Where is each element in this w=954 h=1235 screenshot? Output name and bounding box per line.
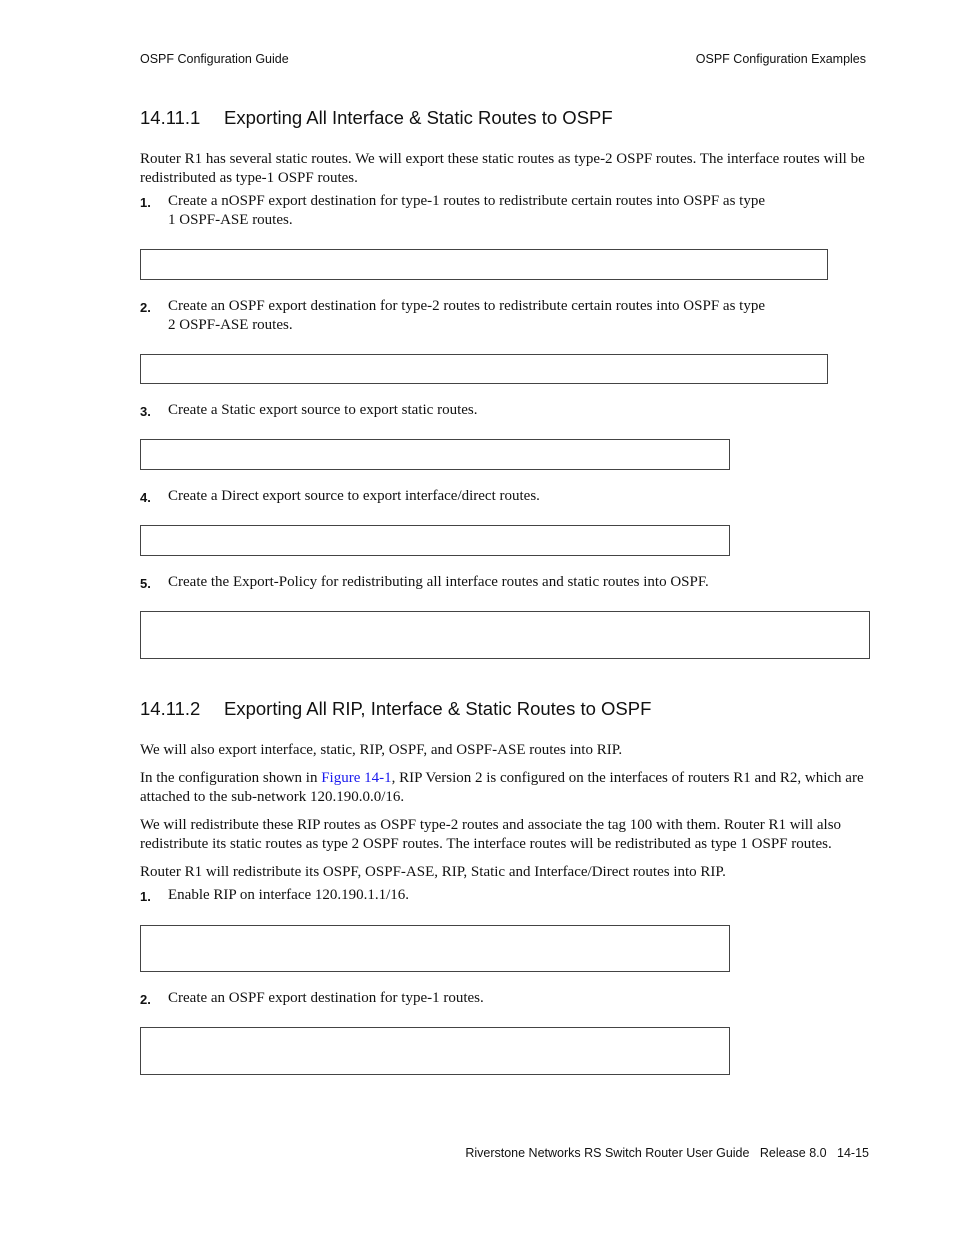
section-title: Exporting All RIP, Interface & Static Routes to OSPF bbox=[224, 698, 652, 719]
step-text-line1: Create a Direct export source to export interface/direct routes. bbox=[168, 488, 540, 504]
footer-page-number: 14-15 bbox=[837, 1146, 869, 1160]
step-text-line2: 2 OSPF-ASE routes. bbox=[168, 317, 293, 333]
step-item bbox=[140, 886, 820, 905]
running-footer bbox=[465, 1146, 869, 1160]
step-text-line2: 1 OSPF-ASE routes. bbox=[168, 212, 293, 228]
section2-para2 bbox=[140, 769, 870, 807]
step-text-line1: Create a nOSPF export destination for type-1 routes to redistribute certain routes into OSPF as type bbox=[168, 193, 765, 209]
code-box bbox=[140, 439, 730, 470]
code-box bbox=[140, 1027, 730, 1075]
step-item bbox=[140, 989, 820, 1008]
step-number: 3. bbox=[140, 404, 151, 419]
step-item bbox=[140, 401, 820, 420]
section-title: Exporting All Interface & Static Routes to OSPF bbox=[224, 107, 613, 128]
code-box bbox=[140, 925, 730, 972]
step-text-line1: Create a Static export source to export static routes. bbox=[168, 402, 478, 418]
running-header-right: OSPF Configuration Examples bbox=[695, 52, 866, 66]
step-number: 2. bbox=[140, 992, 151, 1007]
step-number: 1. bbox=[140, 889, 151, 904]
step-number: 1. bbox=[140, 195, 151, 210]
step-text-line1: Create an OSPF export destination for type-1 routes. bbox=[168, 990, 484, 1006]
code-box bbox=[140, 611, 870, 659]
footer-release: Release 8.0 bbox=[759, 1146, 827, 1160]
code-box bbox=[140, 354, 828, 384]
step-text-line1: Create the Export-Policy for redistributing all interface routes and static routes into OSPF. bbox=[168, 574, 709, 590]
code-box bbox=[140, 249, 828, 280]
section-number: 14.11.2 bbox=[140, 698, 201, 719]
step-number: 2. bbox=[140, 300, 151, 315]
figure-link[interactable]: Figure 14-1 bbox=[321, 770, 392, 786]
para2-text-pre: In the configuration shown in bbox=[140, 770, 322, 786]
running-header-left: OSPF Configuration Guide bbox=[140, 52, 289, 66]
section2-para4: Router R1 will redistribute its OSPF, OSPF-ASE, RIP, Static and Interface/Direct routes into RIP. bbox=[140, 864, 726, 880]
step-number: 4. bbox=[140, 490, 151, 505]
step-item bbox=[140, 297, 820, 335]
section2-para1: We will also export interface, static, RIP, OSPF, and OSPF-ASE routes into RIP. bbox=[140, 742, 623, 758]
step-text-line1: Create an OSPF export destination for type-2 routes to redistribute certain routes into OSPF as type bbox=[168, 298, 765, 314]
section1-intro: Router R1 has several static routes. We will export these static routes as type-2 OSPF routes. The interface routes will be redistributed as type-1 OSPF routes. bbox=[140, 151, 865, 186]
step-item bbox=[140, 573, 870, 592]
section-heading-14-11-1 bbox=[140, 107, 613, 129]
section-heading-14-11-2 bbox=[140, 698, 651, 720]
step-number: 5. bbox=[140, 576, 151, 591]
step-text-line1: Enable RIP on interface 120.190.1.1/16. bbox=[168, 887, 410, 903]
step-item bbox=[140, 192, 820, 230]
section-number: 14.11.1 bbox=[140, 107, 201, 128]
code-box bbox=[140, 525, 730, 556]
para2-text-post: , RIP Version 2 is configured on the interfaces of routers R1 and R2, which are attached to the sub-network 120.190.0.0/16. bbox=[140, 770, 864, 805]
step-item bbox=[140, 487, 820, 506]
section2-para3: We will redistribute these RIP routes as OSPF type-2 routes and associate the tag 100 with them. Router R1 will also redistribute its static routes as type 2 OSPF routes. The interface routes will be redistributed as type 1 OSPF routes. bbox=[140, 817, 842, 852]
footer-guide-title: Riverstone Networks RS Switch Router User Guide bbox=[465, 1146, 750, 1160]
